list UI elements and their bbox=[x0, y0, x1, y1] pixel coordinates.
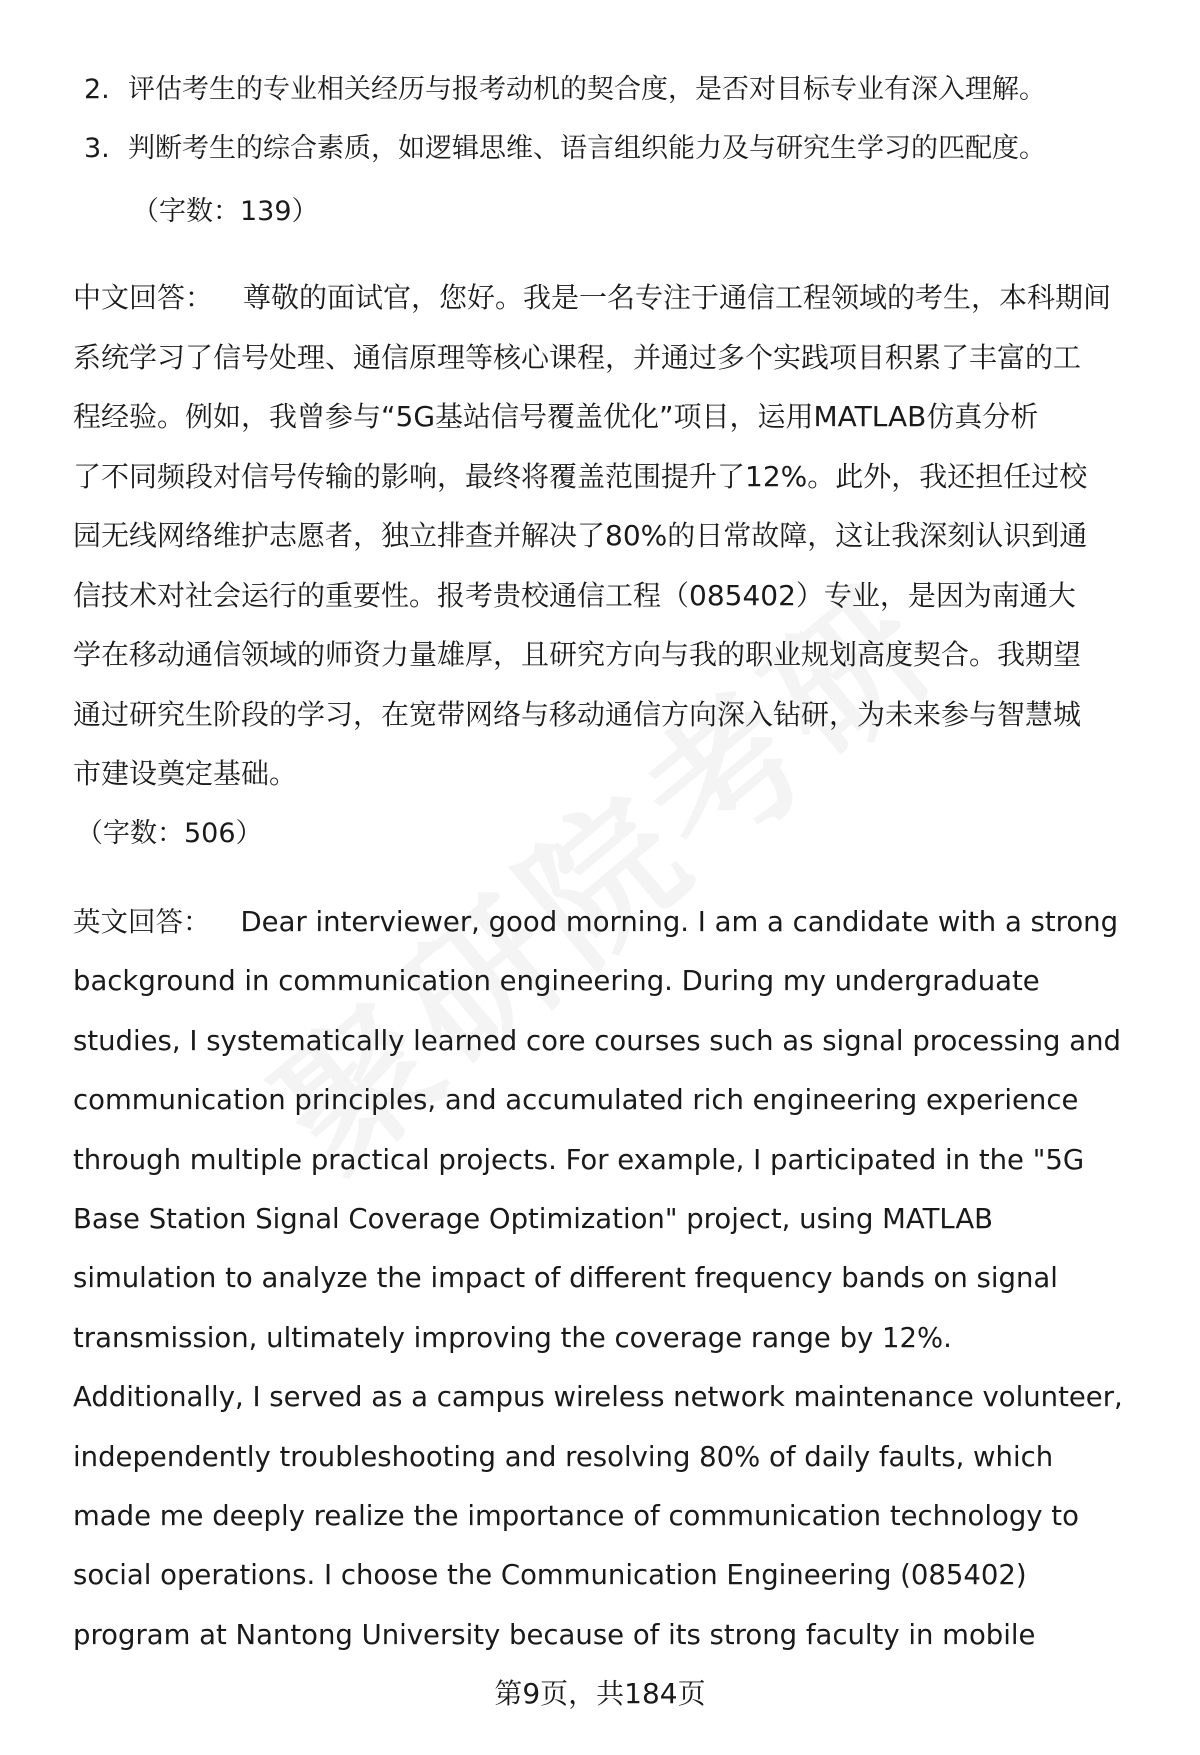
english-answer-line: program at Nantong University because of its strong faculty in mobile bbox=[73, 1618, 1036, 1651]
english-answer-line: Additionally, I served as a campus wireless network maintenance volunteer, bbox=[73, 1381, 1123, 1414]
english-answer-line: simulation to analyze the impact of different frequency bands on signal bbox=[73, 1262, 1058, 1295]
english-answer-line: Base Station Signal Coverage Optimization" project, using MATLAB bbox=[73, 1203, 994, 1236]
chinese-answer-line: 通过研究生阶段的学习，在宽带网络与移动通信方向深入钻研，为未来参与智慧城 bbox=[73, 697, 1082, 731]
chinese-answer-line: 园无线网络维护志愿者，独立排查并解决了80%的日常故障，这让我深刻认识到通 bbox=[73, 519, 1088, 552]
page-number: 第9页，共184页 bbox=[494, 1677, 706, 1710]
english-answer-line: 英文回答： Dear interviewer, good morning. I am a candidate with a strong bbox=[73, 906, 1119, 938]
criteria-list bbox=[84, 60, 1144, 178]
chinese-answer-line: 信技术对社会运行的重要性。报考贵校通信工程（085402）专业，是因为南通大 bbox=[73, 578, 1076, 612]
chinese-answer-line: 市建设奠定基础。 bbox=[73, 757, 298, 790]
list-number: 3. bbox=[84, 133, 110, 164]
chinese-answer-line: 中文回答： 尊敬的面试官，您好。我是一名专注于通信工程领域的考生，本科期间 bbox=[73, 281, 1112, 314]
chinese-answer bbox=[73, 268, 1153, 804]
chinese-answer-line: 学在移动通信领域的师资力量雄厚，且研究方向与我的职业规划高度契合。我期望 bbox=[73, 638, 1082, 671]
chinese-word-count: （字数：506） bbox=[76, 818, 263, 849]
list-word-count: （字数：139） bbox=[132, 196, 319, 227]
chinese-answer-line: 了不同频段对信号传输的影响，最终将覆盖范围提升了12%。此外，我还担任过校 bbox=[73, 459, 1088, 493]
english-answer-line: social operations. I choose the Communication Engineering (085402) bbox=[73, 1559, 1027, 1592]
english-answer-label: 英文回答： bbox=[73, 906, 211, 938]
english-answer-line: made me deeply realize the importance of communication technology to bbox=[73, 1500, 1079, 1533]
english-answer-line: through multiple practical projects. For example, I participated in the "5G bbox=[73, 1143, 1085, 1176]
english-answer-line: transmission, ultimately improving the coverage range by 12%. bbox=[73, 1321, 952, 1354]
list-item bbox=[84, 60, 1144, 119]
chinese-answer-line: 系统学习了信号处理、通信原理等核心课程，并通过多个实践项目积累了丰富的工 bbox=[73, 340, 1082, 374]
english-answer-line: communication principles, and accumulated rich engineering experience bbox=[73, 1084, 1079, 1117]
english-answer-line: independently troubleshooting and resolving 80% of daily faults, which bbox=[73, 1440, 1054, 1473]
list-text: 判断考生的综合素质，如逻辑思维、语言组织能力及与研究生学习的匹配度。 bbox=[128, 133, 1046, 164]
list-item bbox=[84, 119, 1144, 178]
chinese-answer-line: 程经验。例如，我曾参与“5G基站信号覆盖优化”项目，运用MATLAB仿真分析 bbox=[73, 400, 1039, 433]
english-answer-line: studies, I systematically learned core courses such as signal processing and bbox=[73, 1024, 1121, 1057]
english-answer-line: background in communication engineering. During my undergraduate bbox=[73, 965, 1040, 998]
chinese-answer-label: 中文回答： bbox=[73, 281, 214, 314]
list-number: 2. bbox=[84, 74, 110, 105]
list-text: 评估考生的专业相关经历与报考动机的契合度，是否对目标专业有深入理解。 bbox=[128, 74, 1046, 105]
english-answer bbox=[73, 893, 1153, 1665]
